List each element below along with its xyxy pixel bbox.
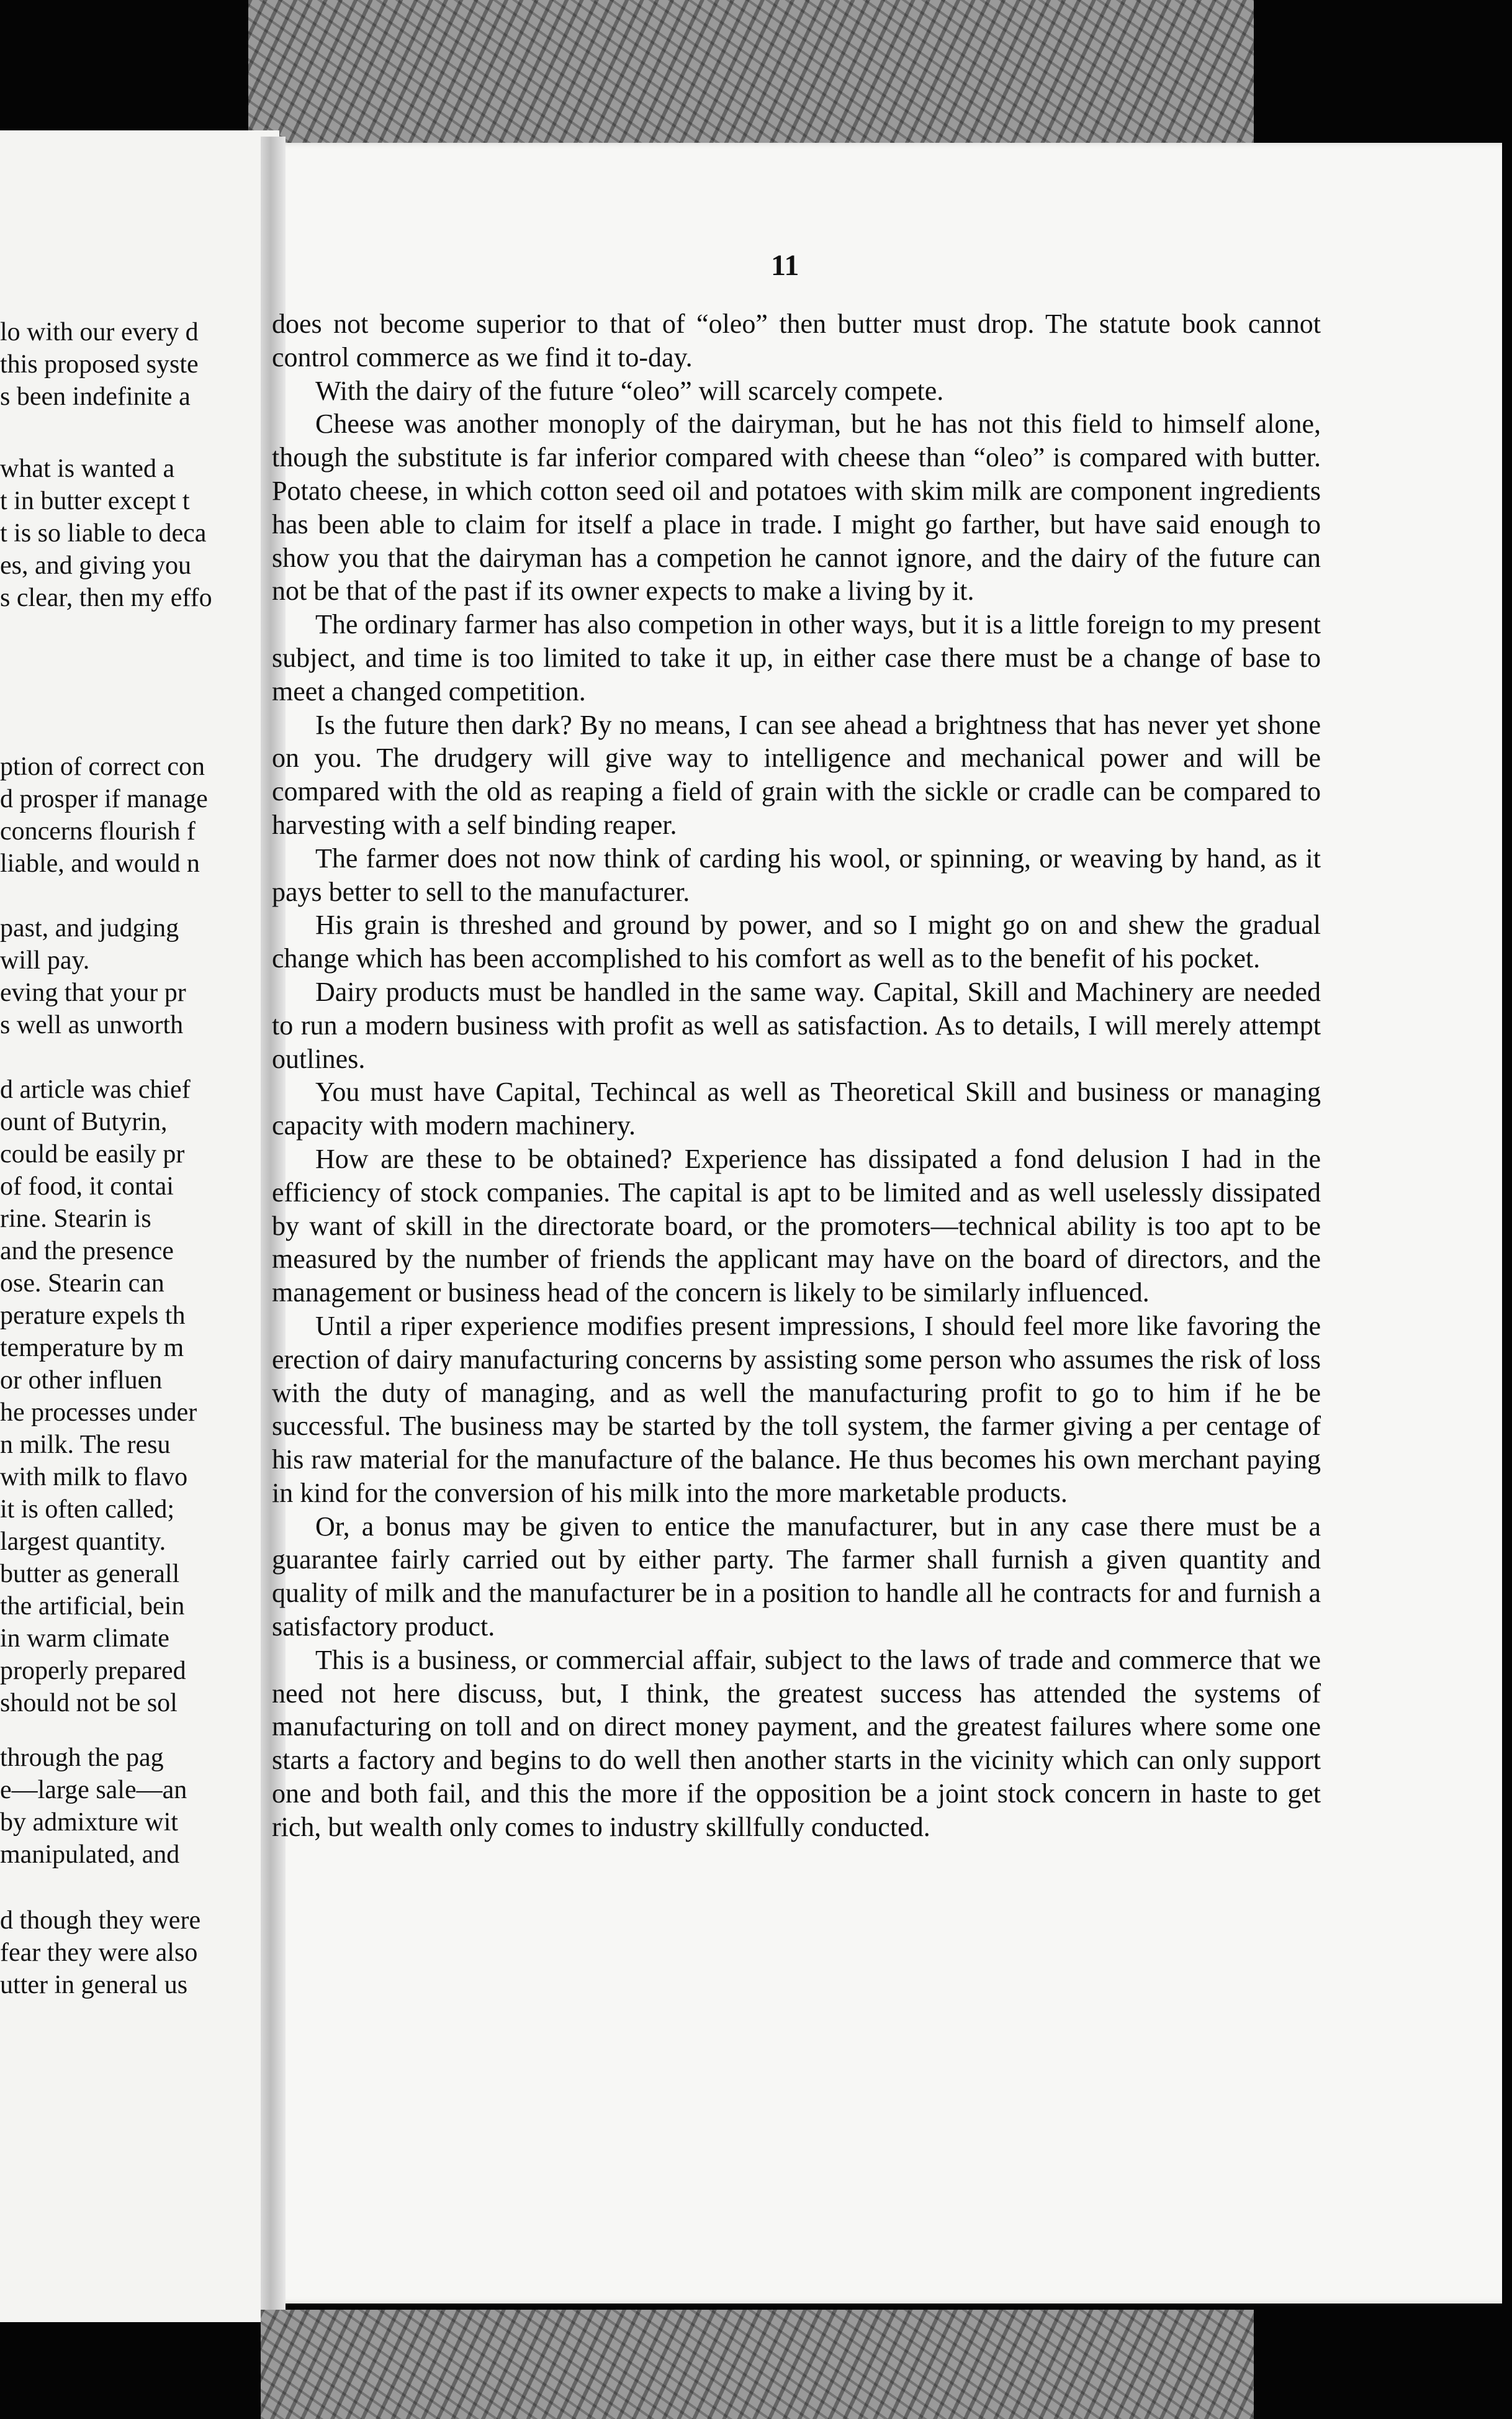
left-page-fragment: d article was chief [0, 1075, 191, 1104]
paragraph: The farmer does not now think of carding his wool, or spinning, or weaving by hand, as it pays better to sell to the manufacturer. [272, 843, 1321, 907]
left-page-fragment: it is often called; [0, 1495, 175, 1524]
left-page-fragment: could be easily pr [0, 1140, 185, 1169]
left-page-fragment: s been indefinite a [0, 382, 191, 411]
paragraph: This is a business, or commercial affair, subject to the laws of trade and commerce that we need not here discuss, but, I think, the greatest success has attended the systems of manufacturing on toll and on direct money payment, and the greatest failures where some one starts a factory and begins to do well then another starts in the vicinity which can only support one and both fail, and this the more if the opposition be a joint stock concern in haste to get rich, but wealth only comes to industry skillfully conducted. [272, 1644, 1321, 1842]
left-page-fragment: e—large sale—an [0, 1776, 187, 1804]
paragraph: Is the future then dark? By no means, I can see ahead a brightness that has never yet shone on you. The drudgery will give way to intelligence and mechanical power and will be compared with the old as reaping a field of grain with the sickle or cradle can be compared to harvesting with a self binding reaper. [272, 709, 1321, 840]
left-page-fragment: and the presence [0, 1237, 174, 1265]
paragraph: Until a riper experience modifies present impressions, I should feel more like favoring the erection of dairy manufacturing concerns by assisting some person who assumes the risk of loss with the duty of managing, and as well the manufacturing profit to go to him if he be successful. The business may be started by the toll system, the farmer giving a per centage of his raw material for the manufacture of the balance. He thus becomes his own merchant paying in kind for the conversion of his milk into the more marketable products. [272, 1310, 1321, 1508]
left-page-fragment: perature expels th [0, 1301, 186, 1330]
body-text [272, 307, 1321, 1844]
left-page-fragment: concerns flourish f [0, 817, 196, 846]
left-page-fragment: by admixture wit [0, 1808, 178, 1837]
paragraph: Or, a bonus may be given to entice the manufacturer, but in any case there must be a guarantee fairly carried out by either party. The farmer shall furnish a given quantity and quality of milk and the manufacturer be in a position to handle all he contracts for and furnish a satisfactory product. [272, 1511, 1321, 1642]
binding-top [248, 0, 1254, 143]
left-page [0, 130, 279, 2322]
left-page-fragment: with milk to flavo [0, 1463, 188, 1491]
left-page-fragment: or other influen [0, 1366, 163, 1395]
left-page-fragment: liable, and would n [0, 849, 200, 878]
left-page-fragment: d prosper if manage [0, 785, 208, 813]
left-page-fragment: fear they were also [0, 1938, 198, 1967]
left-page-fragment: lo with our every d [0, 318, 199, 346]
left-page-fragment: past, and judging [0, 914, 179, 943]
left-page-fragment: s well as unworth [0, 1011, 184, 1039]
left-page-fragment: t is so liable to deca [0, 519, 207, 548]
left-page-fragment: he processes under [0, 1398, 197, 1427]
paragraph: How are these to be obtained? Experience has dissipated a fond delusion I had in the efficiency of stock companies. The capital is apt to be limited and as well uselessly dissipated by want of skill in the directorate board, or the promoters—technical ability is too apt to be measured by the number of friends the applicant may have on the board of directors, and the management or business head of the concern is likely to be similarly influenced. [272, 1143, 1321, 1308]
paragraph: Cheese was another monoply of the dairyman, but he has not this field to himself alone, though the substitute is far inferior compared with cheese than “oleo” is compared with butter. Potato cheese, in which cotton seed oil and potatoes with skim milk are component ingredients has been able to claim for itself a place in trade. I might go farther, but have said enough to show you that the dairyman has a competion he cannot ignore, and the dairy of the future can not be that of the past if its owner expects to make a living by it. [272, 409, 1321, 607]
left-page-fragment: n milk. The resu [0, 1431, 171, 1459]
left-page-fragment: ption of correct con [0, 753, 205, 781]
left-page-fragment: utter in general us [0, 1971, 188, 1999]
left-page-fragment: es, and giving you [0, 551, 191, 580]
left-page-fragment: ose. Stearin can [0, 1269, 164, 1298]
left-page-fragment: through the pag [0, 1743, 164, 1772]
left-page-fragment: manipulated, and [0, 1840, 180, 1869]
binding-bottom [261, 2310, 1254, 2419]
paragraph: With the dairy of the future “oleo” will scarcely compete. [315, 375, 944, 406]
left-page-fragment: what is wanted a [0, 454, 175, 483]
scan-edge [1502, 0, 1512, 2419]
left-page-fragment: in warm climate [0, 1624, 169, 1653]
left-page-fragment: ount of Butyrin, [0, 1108, 168, 1136]
left-page-fragment: will pay. [0, 946, 90, 975]
paragraph: You must have Capital, Techincal as well as Theoretical Skill and business or managing capacity with modern machinery. [272, 1077, 1321, 1141]
left-page-fragment: butter as generall [0, 1560, 180, 1588]
paragraph: Dairy products must be handled in the same way. Capital, Skill and Machinery are needed to run a modern business with profit as well as satisfaction. As to details, I will merely attempt outlines. [272, 976, 1321, 1074]
left-page-fragment: t in butter except t [0, 487, 190, 515]
left-page-fragment: this proposed syste [0, 350, 199, 379]
paragraph: His grain is threshed and ground by power, and so I might go on and shew the gradual change which has been accomplished to his comfort as well as to the benefit of his pocket. [272, 910, 1321, 974]
left-page-fragment: s clear, then my effo [0, 584, 212, 612]
left-page-fragment: d though they were [0, 1906, 201, 1935]
left-page-fragment: should not be sol [0, 1689, 178, 1717]
left-page-fragment: largest quantity. [0, 1527, 166, 1556]
left-page-fragment: temperature by m [0, 1334, 184, 1362]
paragraph: The ordinary farmer has also competion in other ways, but it is a little foreign to my present subject, and time is too limited to take it up, in either case there must be a change of base to meet a changed competition. [272, 609, 1321, 707]
left-page-fragment: of food, it contai [0, 1172, 174, 1201]
left-page-fragment: rine. Stearin is [0, 1205, 151, 1233]
left-page-fragment: eving that your pr [0, 979, 186, 1007]
left-page-fragment: the artificial, bein [0, 1592, 185, 1621]
left-page-fragment: properly prepared [0, 1657, 186, 1685]
page-number: 11 [771, 249, 799, 282]
paragraph: does not become superior to that of “oleo” then butter must drop. The statute book cannot control commerce as we find it to-day. [272, 309, 1321, 373]
